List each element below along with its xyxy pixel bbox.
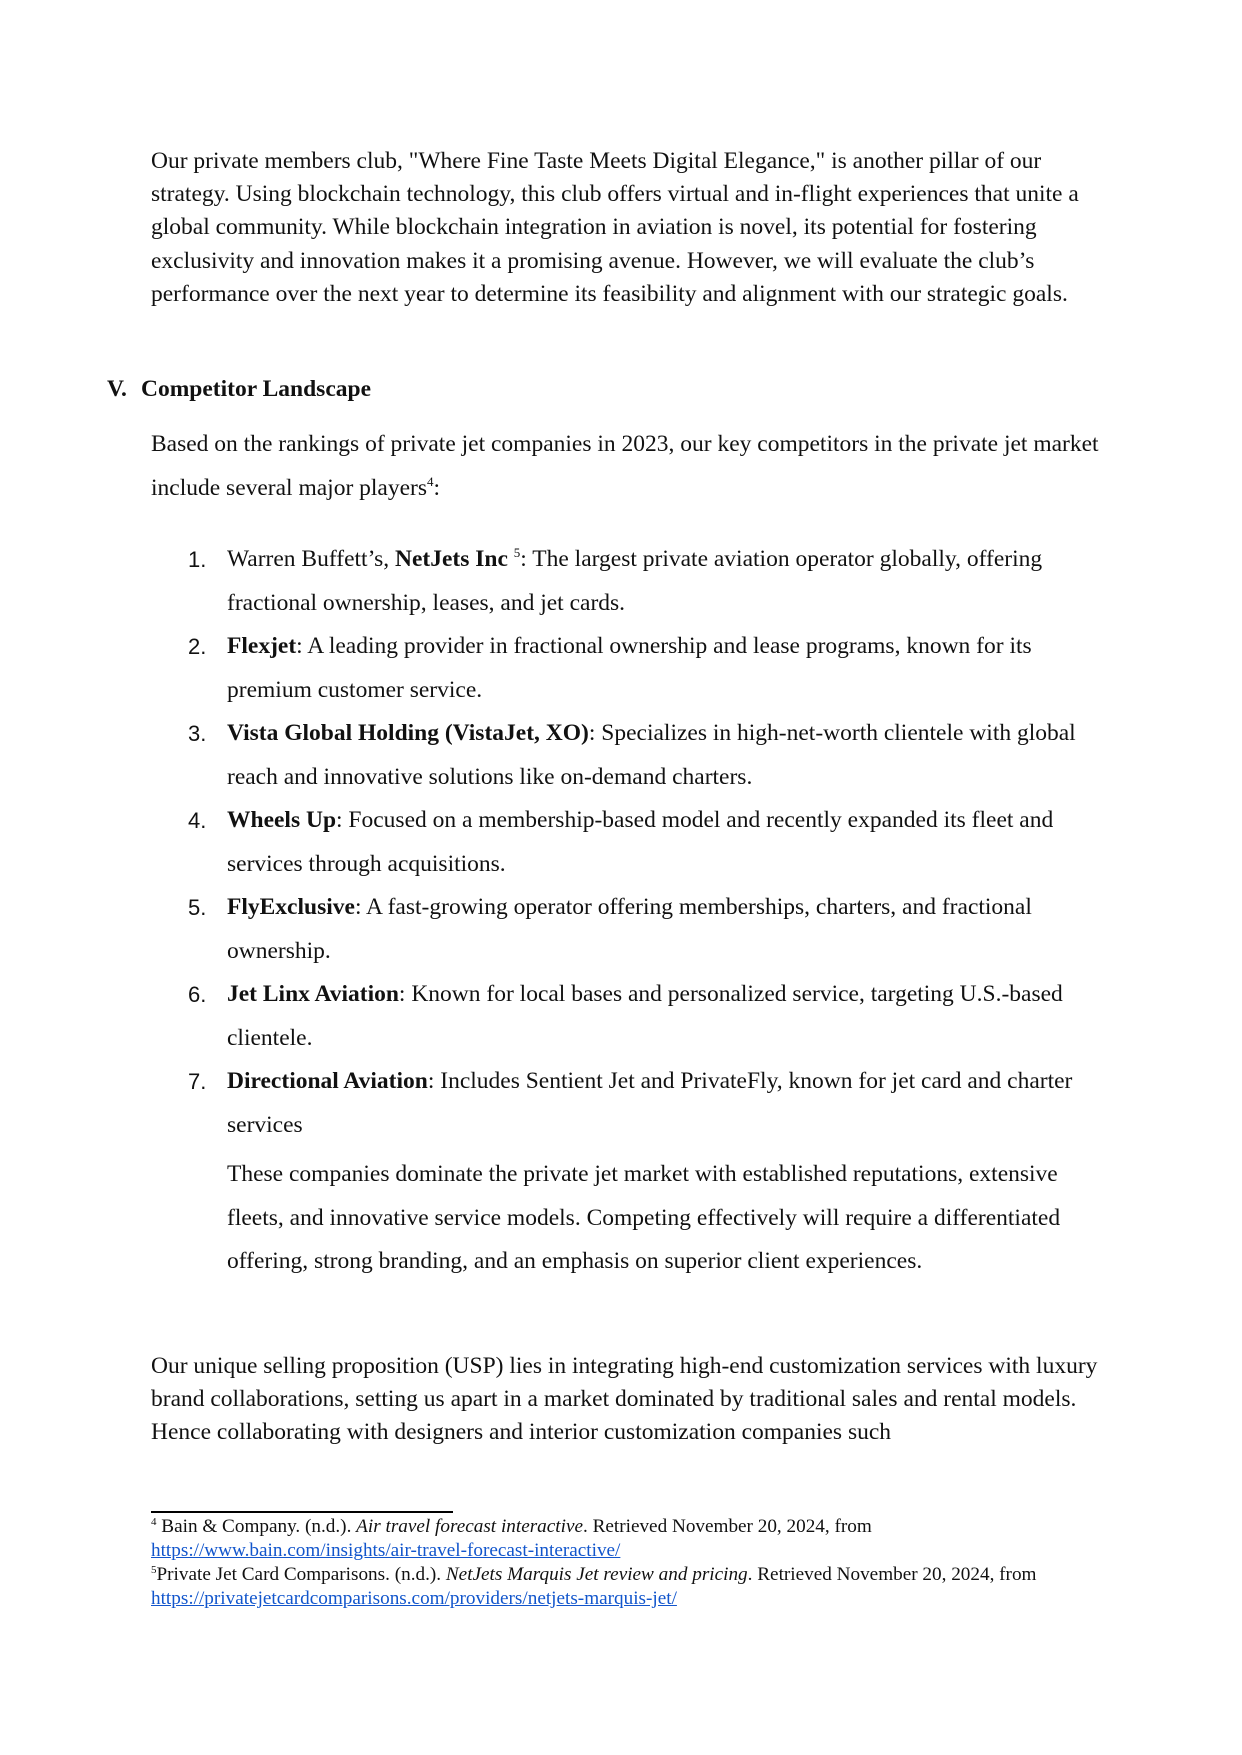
competitor-description: : Focused on a membership-based model and recently expanded its fleet and services through acquisitions. [227,807,1054,877]
footnote-text: Bain & Company. (n.d.). [156,1516,357,1537]
competitor-name: FlyExclusive [227,894,355,920]
list-item [151,799,1101,886]
list-item [151,712,1101,799]
section-heading [107,373,371,406]
competitors-intro-end: : [433,474,441,501]
competitor-description: : Specializes in high-net-worth clientele with global reach and innovative solutions like on-demand charters. [227,720,1076,790]
footnote-separator [151,1511,453,1513]
list-item [151,1060,1101,1147]
competitor-description: : Includes Sentient Jet and PrivateFly, known for jet card and charter services [227,1068,1073,1138]
competitors-intro-text: Based on the rankings of private jet companies in 2023, our key competitors in the private jet market include several major players [151,431,1099,501]
footnote-number: 4 [151,1516,157,1528]
section-title: Competitor Landscape [141,376,371,402]
footnote-number: 5 [151,1564,157,1576]
list-item [151,625,1101,712]
usp-paragraph: Our unique selling proposition (USP) lies in integrating high-end customization services with luxury brand collaborations, setting us apart in a market dominated by traditional sales and rental models. Hence collaborating with designers and interior customization companies such [151,1353,1098,1446]
footnote-ref-4[interactable]: 4 [427,473,434,489]
list-number: 6. [188,982,207,1007]
competitors-intro [151,423,1101,510]
competitor-list [151,538,1101,1147]
footnote-ref-5[interactable]: 5 [513,545,521,560]
footnote-text: Private Jet Card Comparisons. (n.d.). [156,1564,446,1585]
footnote-link[interactable]: https://www.bain.com/insights/air-travel-forecast-interactive/ [151,1540,621,1562]
intro-paragraph: Our private members club, "Where Fine Taste Meets Digital Elegance," is another pillar of our strategy. Using blockchain technology, this club offers virtual and in-flight experiences that unite a global community. While blockchain integration in aviation is novel, its potential for fostering exclusivity and innovation makes it a promising avenue. However, we will evaluate the club’s performance over the next year to determine its feasibility and alignment with our strategic goals. [151,148,1079,307]
footnote-5 [151,1563,1111,1611]
list-number: 7. [188,1069,207,1094]
list-number: 2. [188,634,207,659]
list-number: 3. [188,721,207,746]
list-conclusion: These companies dominate the private jet market with established reputations, extensive fleets, and innovative service models. Competing effectively will require a differentiated offering, strong branding, and an emphasis on superior client experiences. [227,1161,1061,1274]
footnote-title: Air travel forecast interactive [356,1516,583,1537]
footnote-title: NetJets Marquis Jet review and pricing [445,1564,748,1585]
competitor-name: Flexjet [227,633,297,659]
footnote-text: . Retrieved November 20, 2024, from [582,1516,872,1537]
footnote-link[interactable]: https://privatejetcardcomparisons.com/providers/netjets-marquis-jet/ [151,1588,677,1610]
competitor-name: Jet Linx Aviation [227,981,399,1007]
list-item [151,886,1101,973]
footnote-4 [151,1515,1111,1563]
competitor-description: : A fast-growing operator offering memberships, charters, and fractional ownership. [227,894,1032,964]
competitor-description: : Known for local bases and personalized service, targeting U.S.-based clientele. [227,981,1063,1051]
item-prefix: Warren Buffett’s, [227,546,395,572]
section-number: V. [107,376,127,402]
competitor-name: Directional Aviation [227,1068,428,1094]
list-item [151,538,1101,625]
list-item [151,973,1101,1060]
competitor-description: : A leading provider in fractional ownership and lease programs, known for its premium customer service. [227,633,1032,703]
list-number: 4. [188,808,207,833]
list-number: 5. [188,895,207,920]
competitor-name: Vista Global Holding (VistaJet, XO) [227,720,589,746]
competitor-name: Wheels Up [227,807,337,833]
list-number: 1. [188,547,207,572]
footnote-text: . Retrieved November 20, 2024, from [747,1564,1037,1585]
competitor-description: : The largest private aviation operator globally, offering fractional ownership, leases, and jet cards. [227,546,1043,616]
competitor-name: NetJets Inc [395,546,508,572]
